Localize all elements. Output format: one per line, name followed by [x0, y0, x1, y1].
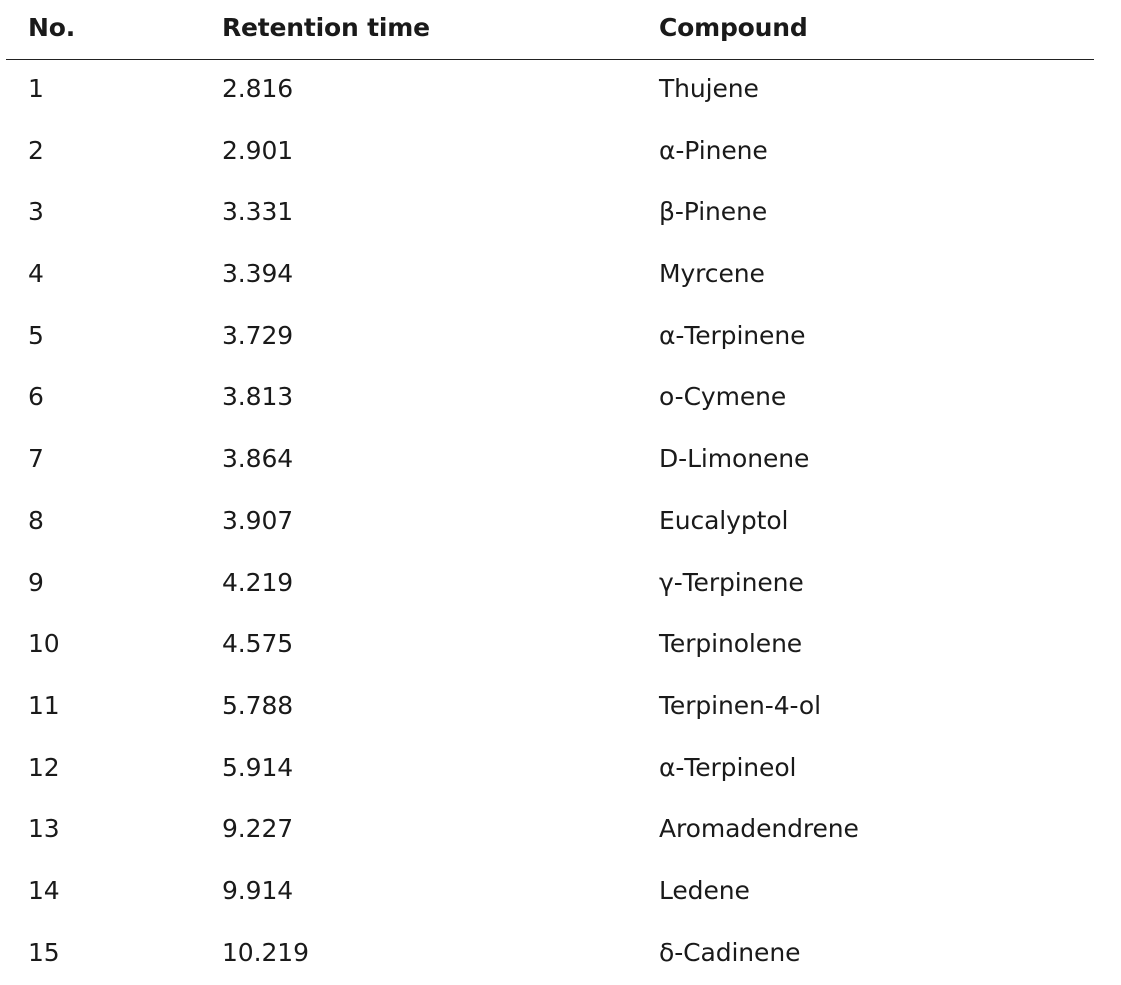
- cell-retention-time: 3.864: [222, 444, 294, 474]
- cell-compound: β-Pinene: [659, 197, 768, 227]
- cell-no: 13: [28, 814, 60, 844]
- cell-compound: α-Terpinene: [659, 320, 806, 350]
- cell-no: 2: [28, 135, 44, 165]
- cell-retention-time: 4.219: [222, 567, 294, 597]
- table-row: [6, 307, 1094, 369]
- cell-compound: o-Cymene: [659, 382, 787, 412]
- table-header-row: [6, 0, 1094, 60]
- cell-compound: Terpinolene: [659, 629, 803, 659]
- cell-compound: α-Terpineol: [659, 752, 797, 782]
- cell-no: 15: [28, 937, 60, 967]
- table-row: [6, 677, 1094, 739]
- table-row: [6, 60, 1094, 122]
- table-row: [6, 245, 1094, 307]
- cell-retention-time: 4.575: [222, 629, 294, 659]
- header-no: No.: [28, 13, 75, 42]
- cell-no: 4: [28, 259, 44, 289]
- cell-compound: Aromadendrene: [659, 814, 859, 844]
- cell-retention-time: 2.901: [222, 135, 294, 165]
- cell-no: 14: [28, 875, 60, 905]
- table-row: [6, 368, 1094, 430]
- cell-retention-time: 3.331: [222, 197, 294, 227]
- cell-retention-time: 9.227: [222, 814, 294, 844]
- cell-retention-time: 3.907: [222, 505, 294, 535]
- cell-no: 3: [28, 197, 44, 227]
- table-row: [6, 739, 1094, 801]
- cell-compound: Terpinen-4-ol: [659, 690, 821, 720]
- cell-no: 6: [28, 382, 44, 412]
- cell-compound: Ledene: [659, 875, 750, 905]
- cell-compound: D-Limonene: [659, 444, 810, 474]
- compound-table: [6, 0, 1094, 985]
- cell-compound: Thujene: [659, 74, 759, 103]
- cell-retention-time: 9.914: [222, 875, 294, 905]
- header-compound: Compound: [659, 13, 808, 42]
- cell-no: 9: [28, 567, 44, 597]
- cell-no: 10: [28, 629, 60, 659]
- cell-retention-time: 10.219: [222, 937, 309, 967]
- cell-compound: α-Pinene: [659, 135, 768, 165]
- header-retention-time: Retention time: [222, 13, 430, 42]
- table-row: [6, 492, 1094, 554]
- table-row: [6, 430, 1094, 492]
- cell-retention-time: 3.813: [222, 382, 294, 412]
- table-row: [6, 554, 1094, 616]
- table-row: [6, 615, 1094, 677]
- cell-retention-time: 3.394: [222, 259, 294, 289]
- table-row: [6, 122, 1094, 184]
- table-row: [6, 924, 1094, 985]
- cell-no: 7: [28, 444, 44, 474]
- cell-no: 11: [28, 690, 60, 720]
- table-row: [6, 800, 1094, 862]
- table-body: [6, 60, 1094, 985]
- cell-retention-time: 3.729: [222, 320, 294, 350]
- cell-compound: Eucalyptol: [659, 505, 789, 535]
- table-row: [6, 862, 1094, 924]
- cell-retention-time: 5.914: [222, 752, 294, 782]
- cell-no: 12: [28, 752, 60, 782]
- table-row: [6, 183, 1094, 245]
- cell-retention-time: 5.788: [222, 690, 294, 720]
- cell-no: 5: [28, 320, 44, 350]
- cell-compound: γ-Terpinene: [659, 567, 804, 597]
- cell-compound: δ-Cadinene: [659, 937, 801, 967]
- cell-no: 8: [28, 505, 44, 535]
- cell-compound: Myrcene: [659, 259, 765, 289]
- cell-retention-time: 2.816: [222, 74, 294, 103]
- cell-no: 1: [28, 74, 44, 103]
